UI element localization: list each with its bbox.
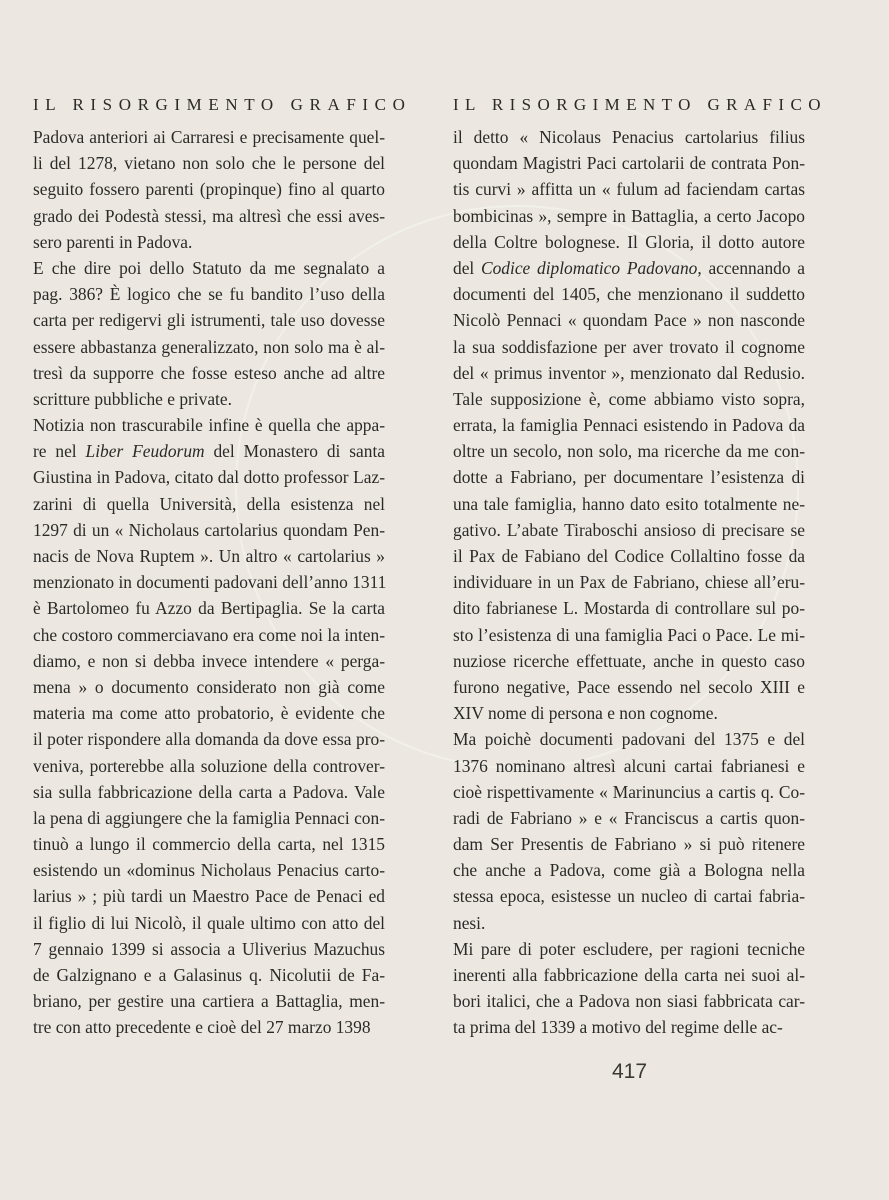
text-line: Tale supposizione è, come abbiamo visto sopra, [453,388,805,409]
text-line: li del 1278, vietano non solo che le persone del [33,153,385,174]
text-line: individuare in un Pax de Fabriano, chiese all’eru- [453,572,805,593]
text-line: quondam Magistri Paci cartolarii de contrata Pon- [453,153,805,174]
text-line: furono negative, Pace essendo nel secolo XIII e [453,676,805,697]
paragraph [33,124,385,255]
text-line: diamo, e non si debba invece intendere « perga- [33,650,385,671]
paragraph [33,255,385,412]
text-line: tre con atto precedente e cioè del 27 marzo 1398 [33,1017,371,1038]
text-line: Ma poichè documenti padovani del 1375 e del [453,729,805,750]
text-line: radi de Fabriano » e « Franciscus a cartis quon- [453,807,805,828]
text-line: briano, per gestire una cartiera a Battaglia, men- [33,991,385,1012]
text-line: il poter rispondere alla domanda da dove essa pro- [33,729,385,750]
text-line: il detto « Nicolaus Penacius cartolarius filius [453,127,805,147]
text-line: documenti del 1405, che menzionano il suddetto [453,284,805,305]
text-line: sto l’esistenza di una famiglia Paci o Pace. Le mi- [453,624,805,645]
text-line: dam Ser Presentis de Fabriano » si può ritenere [453,834,805,855]
text-line: del Codice diplomatico Padovano, accennando a [453,257,805,278]
text-line: pag. 386? È logico che se fu bandito l’uso della [33,284,385,305]
text-line: menzionato in documenti padovani dell’anno 1311 [33,572,387,593]
paragraph [453,124,805,726]
text-line: 7 gennaio 1399 si associa a Uliverius Mazuchus [33,938,385,959]
running-head-left: IL RISORGIMENTO GRAFICO [33,95,412,114]
left-paragraphs [33,124,385,1041]
text-line: essere abbastanza generalizzato, non solo ma è al- [33,336,385,357]
text-line: tresì da supporre che fosse esteso anche ad altre [33,362,385,383]
paragraph [453,726,805,936]
text-line: che anche a Padova, come già a Bologna nella [453,860,805,881]
text-line: tinuò a lungo il commercio della carta, nel 1315 [33,834,385,855]
text-line: Giustina in Padova, citato dal dotto professor Laz- [33,467,385,488]
text-line: re nel Liber Feudorum del Monastero di santa [33,441,386,462]
text-line: XIV nome di persona e non cognome. [453,703,718,724]
text-line: del « primus inventor », menzionato dal Redusio. [453,362,805,383]
text-line: sero parenti in Padova. [33,231,193,252]
text-line: nesi. [453,912,486,933]
text-line: gativo. L’abate Tiraboschi ansioso di precisare se [453,519,805,540]
text-line: 1376 nominano altresì alcuni cartai fabrianesi e [453,755,805,776]
text-line: stessa epoca, esistesse un nucleo di cartai fabria- [453,886,805,907]
text-line: ta prima del 1339 a motivo del regime delle ac- [453,1017,783,1038]
text-line: de Galzignano e a Galasinus q. Nicolutii de Fa- [33,965,385,985]
text-line: una tale famiglia, hanno dato esito totalmente ne- [453,493,805,514]
right-paragraphs [453,124,805,1041]
text-line: mena » o documento considerato non già come [33,676,385,697]
text-line: la pena di aggiungere che la famiglia Pennaci con- [33,807,385,828]
text-line: nacis de Nova Ruptem ». Un altro « cartolarius » [33,546,385,566]
text-line: grado dei Podestà stessi, ma altresì che essi aves- [33,205,385,226]
text-line: tis curvi » affitta un « fulum ad faciendam cartas [453,179,805,200]
text-line: Padova anteriori ai Carraresi e precisamente quel- [33,127,385,147]
text-line: E che dire poi dello Statuto da me segnalato a [33,257,385,278]
text-line: veniva, porterebbe alla soluzione della controver- [33,755,385,776]
running-head-right: IL RISORGIMENTO GRAFICO [453,95,827,114]
text-line: nuziose ricerche effettuate, anche in questo caso [453,650,805,671]
page-number: 417 [612,1060,648,1083]
paragraph [453,936,805,1041]
paragraph [33,412,385,1041]
text-line: bombicinas », sempre in Battaglia, a certo Jacopo [453,205,805,226]
text-line: Nicolò Pennaci « quondam Pace » non nasconde [453,310,805,331]
text-line: cioè rispettivamente « Marinuncius a cartis q. Co- [453,781,805,802]
text-line: è Bartolomeo fu Azzo da Bertipaglia. Se la carta [33,598,385,619]
text-line: larius » ; più tardi un Maestro Pace de Penaci ed [33,886,385,907]
text-line: Notizia non trascurabile infine è quella che appa- [33,415,385,436]
text-line: della Coltre bolognese. Il Gloria, il dotto autore [453,231,805,252]
text-line: che costoro commerciavano era come noi la inten- [33,624,385,645]
text-line: oltre un secolo, non solo, ma ricerche da me con- [453,441,805,462]
text-line: carta per redigervi gli istrumenti, tale uso dovesse [33,310,385,331]
text-line: inerenti alla fabbricazione della carta nei suoi al- [453,965,805,985]
text-line: la sua soddisfazione per aver trovato il cognome [453,336,805,357]
text-line: materia ma come atto probatorio, è evidente che [33,703,385,724]
text-line: esistendo un «dominus Nicholaus Penacius carto- [33,860,385,881]
text-line: 1297 di un « Nicholaus cartolarius quondam Pen- [33,519,385,540]
text-line: Mi pare di poter escludere, per ragioni tecniche [453,938,805,959]
text-line: errata, la famiglia Pennaci esistendo in Padova da [453,415,805,436]
text-line: il Pax de Fabiano del Codice Collaltino fosse da [453,546,805,566]
text-line: il figlio di lui Nicolò, il quale ultimo con atto del [33,912,385,933]
text-line: dito fabrianese L. Mostarda di controllare sul po- [453,598,805,619]
right-column [453,92,827,1041]
text-line: seguito fossero parenti (propinque) fino al quarto [33,179,385,200]
text-line: sia sulla fabbricazione della carta a Padova. Vale [33,781,385,802]
left-column [33,92,412,1041]
text-line: bori italici, che a Padova non siasi fabbricata car- [453,991,805,1012]
text-line: dotte a Fabriano, per documentare l’esistenza di [453,467,805,488]
text-line: scritture pubbliche e private. [33,388,232,409]
text-line: zarini di quella Università, della esistenza nel [33,493,385,514]
